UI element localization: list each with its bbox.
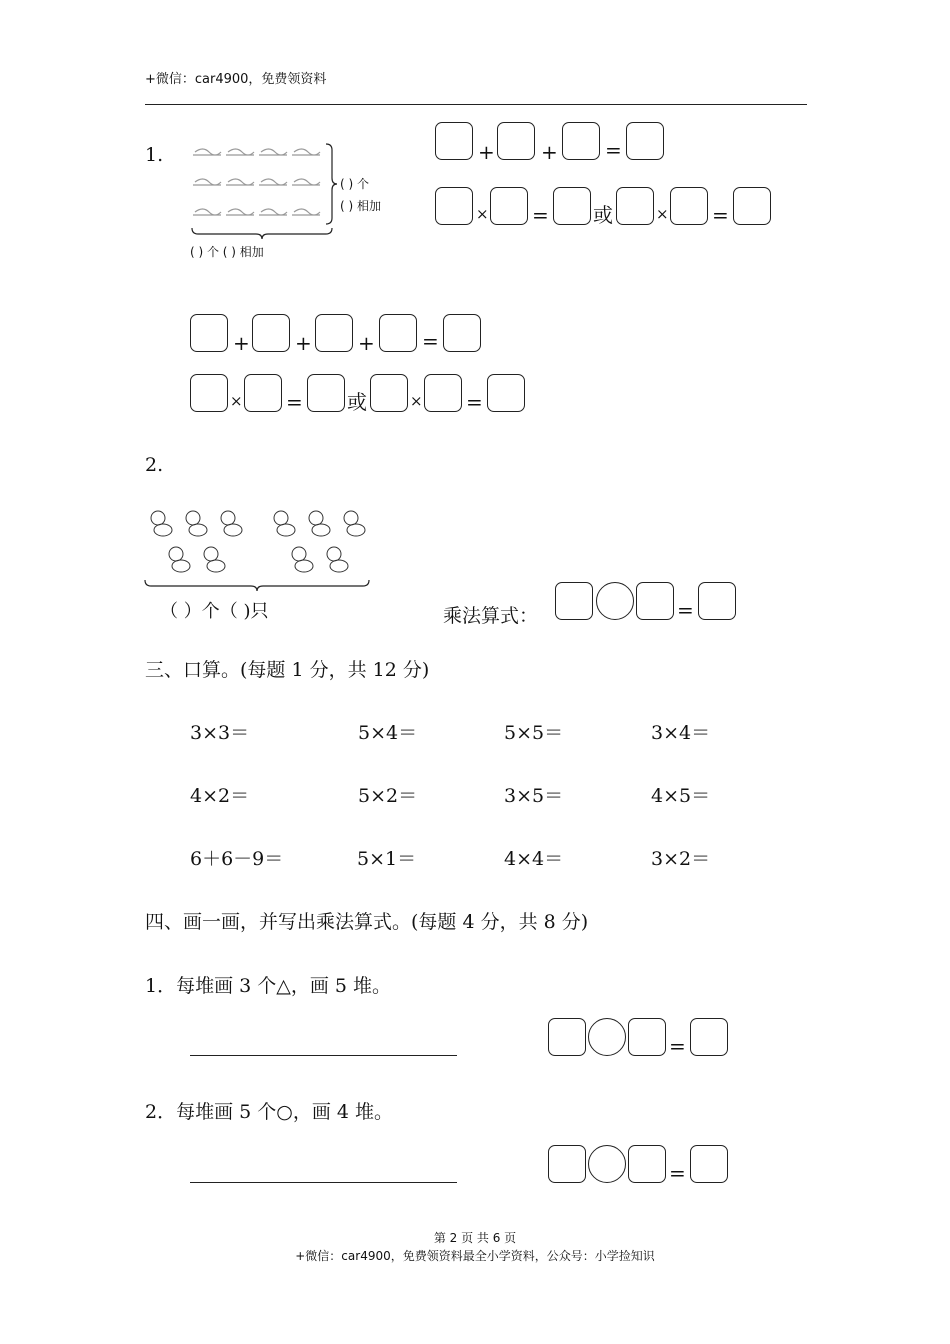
answer-box[interactable] (733, 187, 771, 225)
operator-circle[interactable] (588, 1018, 626, 1056)
or-word: 或 (593, 203, 613, 227)
q1-number: 1. (145, 144, 164, 166)
q1-bracket-label-1: ( ) 个 (340, 177, 369, 191)
q1-bracket-label-2: ( ) 相加 (340, 199, 381, 213)
section3-title: 三、口算。(每题 1 分，共 12 分) (145, 659, 430, 681)
ant-row-1 (193, 149, 320, 155)
answer-box[interactable] (636, 582, 674, 620)
right-brace (326, 144, 337, 224)
answer-box[interactable] (670, 187, 708, 225)
page-number: 第 2 页 共 6 页 (433, 1231, 517, 1245)
answer-box[interactable] (190, 374, 228, 412)
ant-row-3 (193, 209, 320, 215)
drawing-answer-line[interactable] (190, 1055, 457, 1056)
answer-box[interactable] (435, 187, 473, 225)
equals-sign: = (532, 203, 549, 227)
answer-box[interactable] (307, 374, 345, 412)
plus-sign: + (233, 331, 250, 355)
q1-bracket-label-bottom: ( ) 个 ( ) 相加 (190, 245, 264, 259)
answer-box[interactable] (487, 374, 525, 412)
ant-row-2 (193, 179, 320, 185)
answer-box[interactable] (443, 314, 481, 352)
answer-box[interactable] (628, 1145, 666, 1183)
answer-box[interactable] (424, 374, 462, 412)
times-sign: × (230, 392, 243, 410)
calc-item: 5×2＝ (358, 785, 418, 807)
calc-item: 4×2＝ (190, 785, 250, 807)
answer-box[interactable] (435, 122, 473, 160)
answer-box[interactable] (490, 187, 528, 225)
calc-item: 3×3＝ (190, 722, 250, 744)
plus-sign: + (541, 140, 558, 164)
section4-title: 四、画一画，并写出乘法算式。(每题 4 分，共 8 分) (145, 911, 589, 933)
times-sign: × (410, 392, 423, 410)
bottom-brace (192, 228, 332, 239)
equals-sign: = (677, 598, 694, 622)
answer-box[interactable] (370, 374, 408, 412)
q2-caption: （ ）个（ )只 (160, 601, 269, 622)
calc-item: 5×1＝ (357, 848, 417, 870)
times-sign: × (476, 205, 489, 223)
plus-sign: + (478, 140, 495, 164)
bees-picture (143, 498, 378, 593)
header-note: +微信：car4900，免费领资料 (145, 72, 327, 87)
calc-item: 3×2＝ (651, 848, 711, 870)
q2-number: 2. (145, 454, 164, 476)
calc-item: 4×5＝ (651, 785, 711, 807)
times-sign: × (656, 205, 669, 223)
equals-sign: = (466, 390, 483, 414)
bee-group-left (151, 511, 242, 572)
answer-box[interactable] (553, 187, 591, 225)
answer-box[interactable] (548, 1145, 586, 1183)
calc-item: 3×4＝ (651, 722, 711, 744)
answer-box[interactable] (616, 187, 654, 225)
operator-circle[interactable] (596, 582, 634, 620)
answer-box[interactable] (698, 582, 736, 620)
header-rule (145, 104, 807, 105)
bee-group-right (274, 511, 365, 572)
answer-box[interactable] (690, 1145, 728, 1183)
answer-box[interactable] (379, 314, 417, 352)
operator-circle[interactable] (588, 1145, 626, 1183)
ants-picture-1 (190, 140, 340, 240)
q2-formula-label: 乘法算式： (443, 605, 539, 627)
answer-box[interactable] (628, 1018, 666, 1056)
answer-box[interactable] (626, 122, 664, 160)
plus-sign: + (295, 331, 312, 355)
calc-item: 6＋6－9＝ (190, 848, 284, 870)
footer-note: +微信：car4900，免费领资料最全小学资料，公众号：小学捡知识 (295, 1249, 655, 1263)
answer-box[interactable] (315, 314, 353, 352)
calc-item: 5×4＝ (358, 722, 418, 744)
answer-box[interactable] (244, 374, 282, 412)
answer-box[interactable] (497, 122, 535, 160)
answer-box[interactable] (252, 314, 290, 352)
equals-sign: = (286, 390, 303, 414)
equals-sign: = (669, 1161, 686, 1185)
or-word: 或 (347, 390, 367, 414)
answer-box[interactable] (190, 314, 228, 352)
bottom-brace (145, 580, 369, 591)
equals-sign: = (669, 1034, 686, 1058)
drawing-answer-line[interactable] (190, 1182, 457, 1183)
equals-sign: = (422, 329, 439, 353)
equals-sign: = (605, 138, 622, 162)
section4-item-2: 2．每堆画 5 个○，画 4 堆。 (145, 1101, 394, 1123)
plus-sign: + (358, 331, 375, 355)
calc-item: 5×5＝ (504, 722, 564, 744)
answer-box[interactable] (555, 582, 593, 620)
calc-item: 4×4＝ (504, 848, 564, 870)
answer-box[interactable] (562, 122, 600, 160)
answer-box[interactable] (690, 1018, 728, 1056)
answer-box[interactable] (548, 1018, 586, 1056)
equals-sign: = (712, 203, 729, 227)
section4-item-1: 1．每堆画 3 个△，画 5 堆。 (145, 975, 392, 997)
calc-item: 3×5＝ (504, 785, 564, 807)
